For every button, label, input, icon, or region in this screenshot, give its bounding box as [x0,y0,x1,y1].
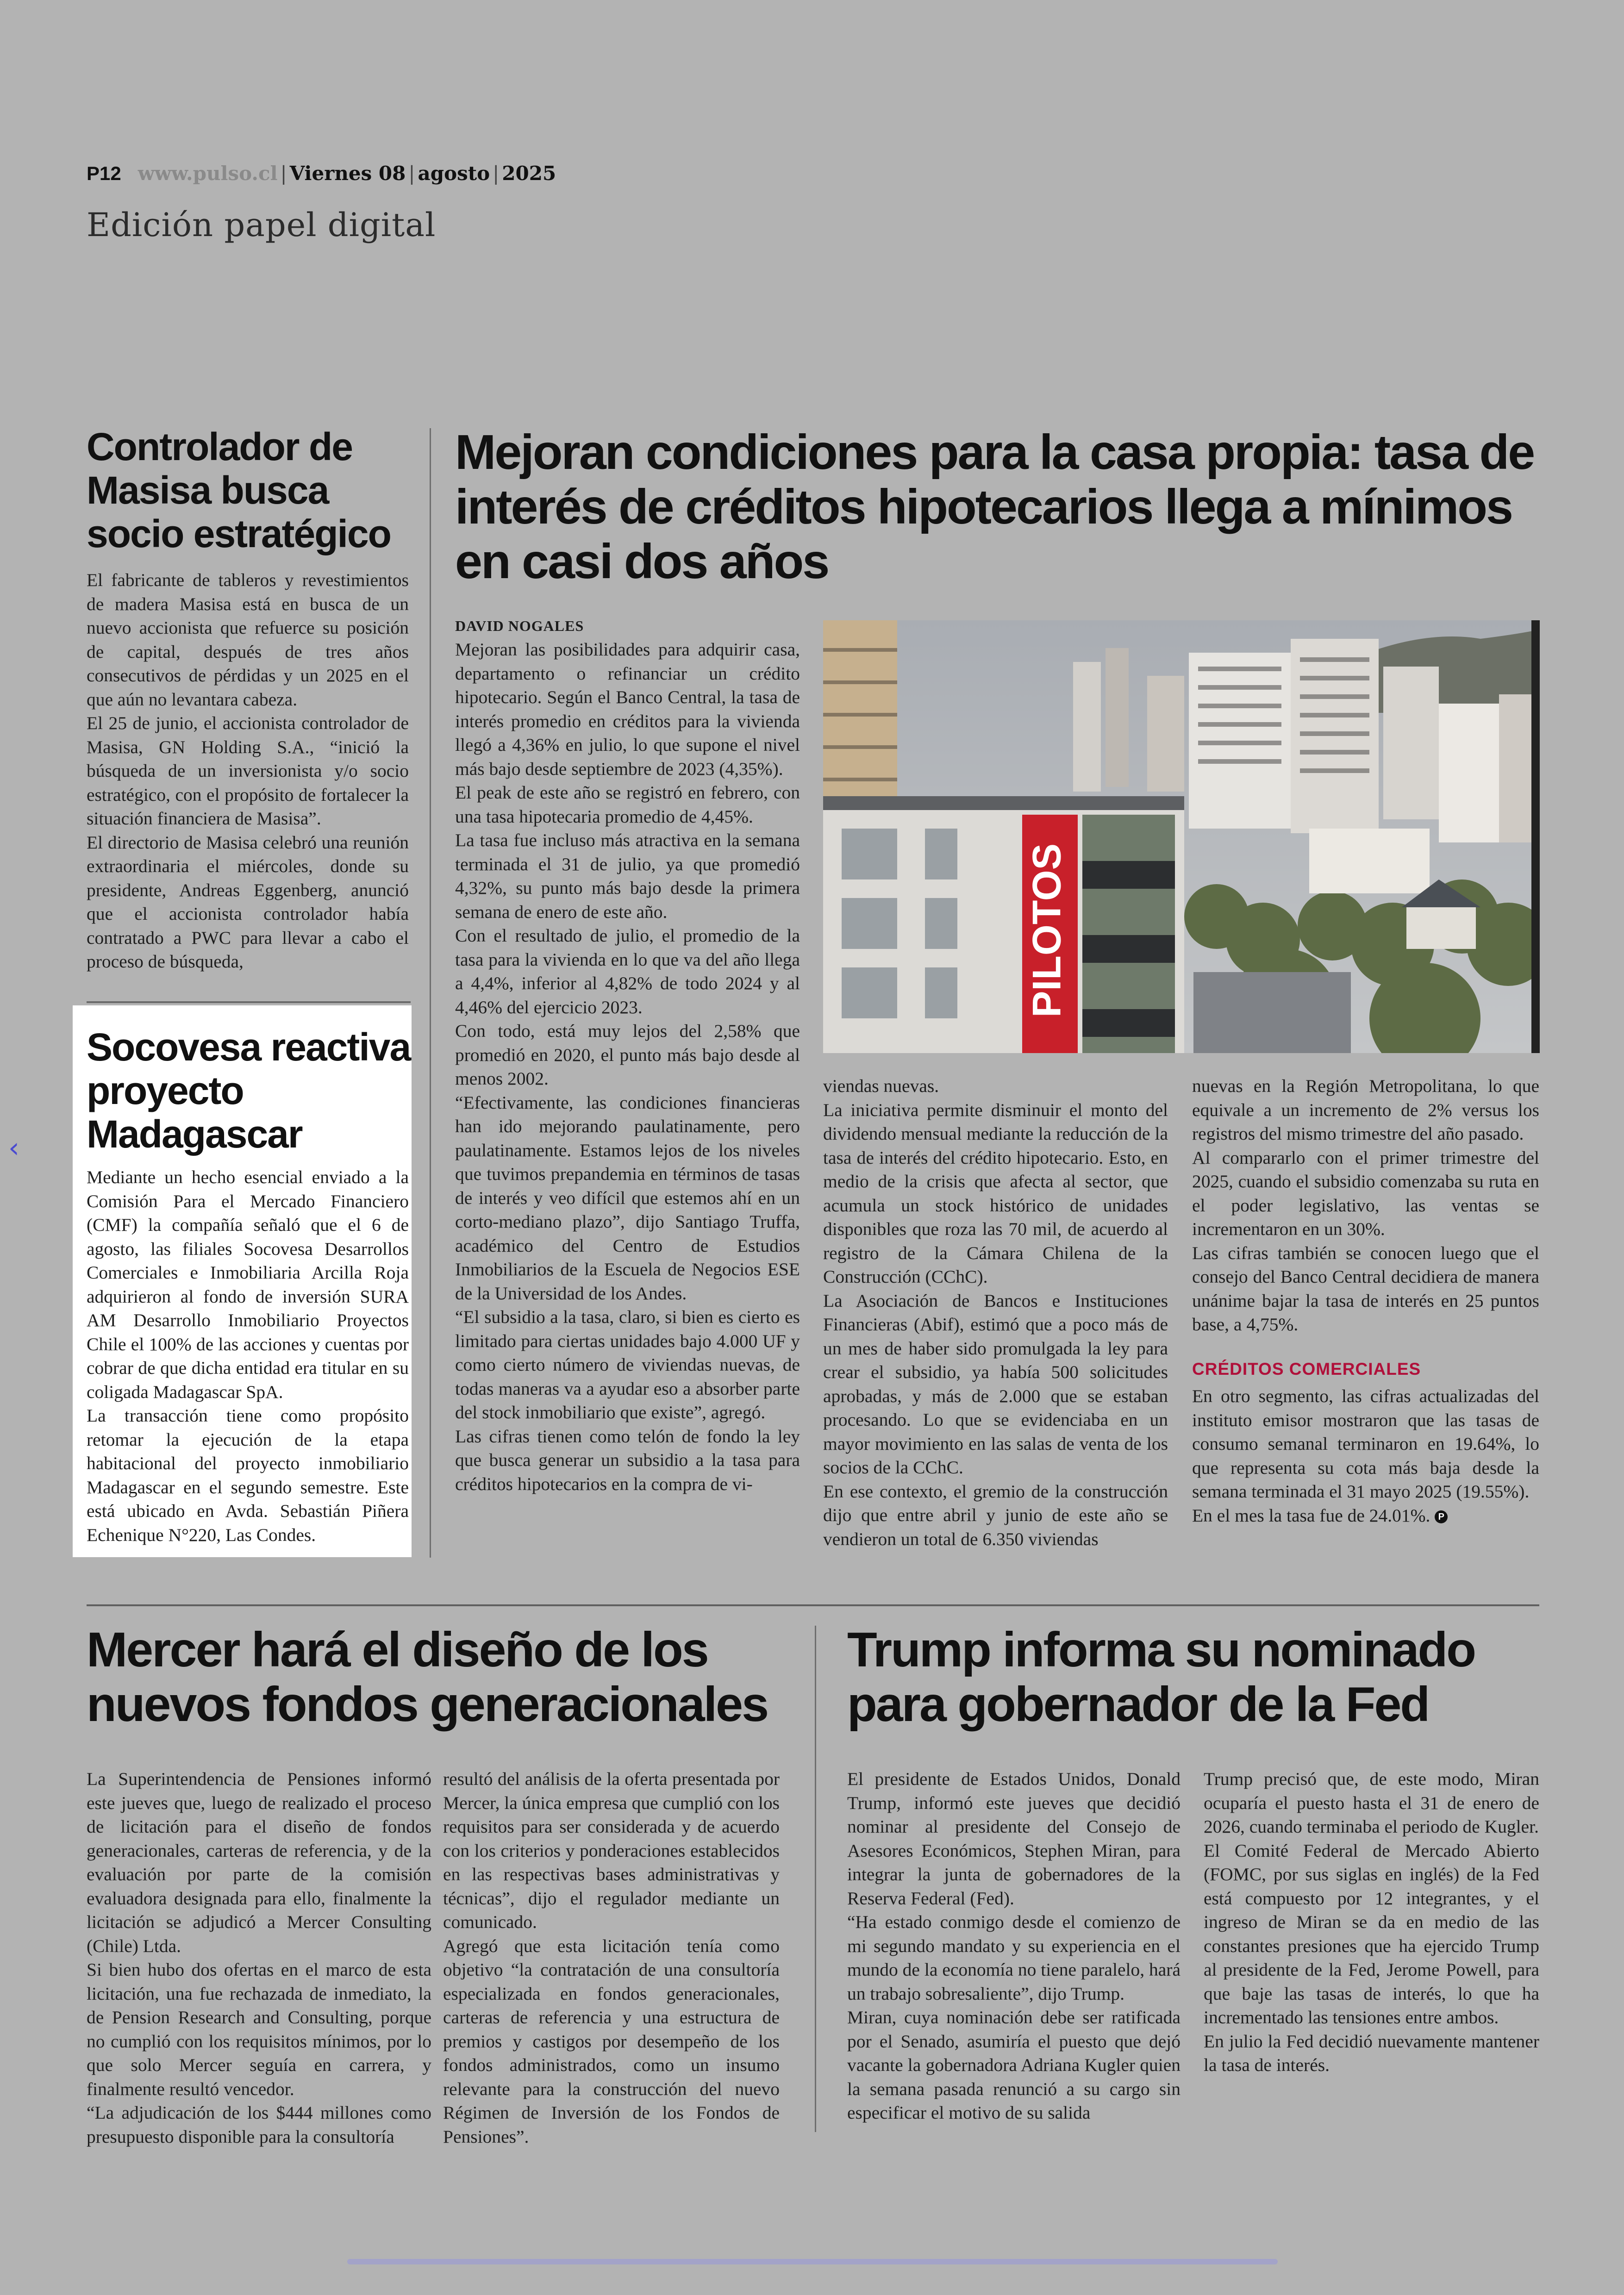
paragraph: El Comité Federal de Mercado Abierto (FOMC, por sus siglas en inglés) de la Fed está compuesto por 12 integrantes, y el ingreso de Miran se da en medio de las constantes presiones que ha ejercido Trump al presidente de la Fed, Jerome Powell, para que baje las tasas de interés, lo que ha incrementado las tensiones entre ambos. [1204,1840,1539,2027]
paragraph: El directorio de Masisa celebró una reunión extraordinaria el miércoles, donde su presidente, Andreas Eggenberg, anunció que el accionista controlador había contratado a PWC para llevar a cabo el proceso de búsqueda, [87,832,409,972]
date-month: agosto [418,162,490,185]
paragraph: “El subsidio a la tasa, claro, si bien es cierto es limitado para ciertas unidades bajo 4.000 UF y como cierto número de viviendas nuevas, de todas maneras va a ayudar eso a absorber parte del stock inmobiliario que existe”, agregó. [455,1307,800,1422]
main-column-3 [1192,1074,1539,1528]
chevron-left-icon[interactable]: ‹ [8,1132,19,1164]
paragraph: El peak de este año se registró en febrero, con una tasa hipotecaria promedio de 4,45%. [455,782,800,827]
masisa-headline: Controlador de Masisa busca socio estratégico [87,425,391,555]
paragraph: La Asociación de Bancos e Instituciones Financieras (Abif), estimó que a poco más de un mes de haber sido promulgada la ley para crear el subsidio, ya había 500 solicitudes aprobadas, y más de 2.000 que se estaban procesando. Lo que se evidenciaba en un mayor movimiento en las salas de venta de los socios de la CChC. [823,1290,1168,1478]
trump-headline: Trump informa su nominado para gobernador de la Fed [847,1622,1475,1732]
page-header: P12 www.pulso.cl | Viernes 08 | agosto | 2025 [87,162,556,185]
paragraph: En otro segmento, las cifras actualizadas del instituto emisor mostraron que las tasas de consumo semanal terminaron en 19.64%, lo que representa su cota más baja desde la semana terminada el 31 mayo 2025 (19.55%). [1192,1386,1539,1502]
paragraph: La Superintendencia de Pensiones informó este jueves que, luego de realizado el proceso de licitación para el diseño de fondos generacionales, carteras de referencia, y de la evaluación por parte de la comisión evaluadora designada para ello, finalmente la licitación se adjudicó a Mercer Consulting (Chile) Ltda. [87,1769,431,1956]
paragraph: Las cifras tienen como telón de fondo la ley que busca generar un subsidio a la tasa para créditos hipotecarios en la compra de vi- [455,1426,800,1494]
article-photo [823,620,1540,1053]
paragraph: La iniciativa permite disminuir el monto del dividendo mensual mediante la reducción de la tasa de interés del crédito hipotecario. Esto, en medio de la crisis que afecta al sector, que acumula un stock histórico de unidades disponibles que roza las 70 mil, de acuerdo al registro de la Cámara Chilena de la Construcción (CChC). [823,1099,1168,1287]
byline: DAVID NOGALES [455,617,584,634]
socovesa-body [87,1166,409,1547]
paragraph: Trump precisó que, de este modo, Miran ocuparía el puesto hasta el 31 de enero de 2026, cuando terminaba el periodo de Kugler. [1204,1769,1539,1837]
paragraph: El presidente de Estados Unidos, Donald Trump, informó este jueves que decidió nominar al presidente del Consejo de Asesores Económicos, Stephen Miran, para integrar la junta de gobernadores de la Reserva Federal (Fed). [847,1769,1181,1908]
paragraph: Agregó que esta licitación tenía como objetivo “la contratación de una consultoría especializada en fondos generacionales, carteras de referencia y una estructura de premios y castigos por desempeño de los fondos administrados, como un insumo relevante para la construcción del nuevo Régimen de Inversión de los Fondos de Pensiones”. [443,1935,780,2147]
paragraph: La transacción tiene como propósito retomar la ejecución de la etapa habitacional del proyecto inmobiliario Madagascar en el segundo semestre. Este está ubicado en Avda. Sebastián Piñera Echenique N°220, Las Condes. [87,1405,409,1545]
paragraph: En el mes la tasa fue de 24.01%. P [1192,1504,1539,1528]
trump-column-2 [1204,1767,1539,2077]
paragraph: En ese contexto, el gremio de la construcción dijo que entre abril y junio de este año se vendieron un total de 6.350 viviendas [823,1481,1168,1549]
paragraph: resultó del análisis de la oferta presentada por Mercer, la única empresa que cumplió con los requisitos para ser considerada y de acuerdo con los criterios y ponderaciones establecidos en las respectivas bases administrativas y técnicas”, dijo el regulador mediante un comunicado. [443,1769,780,1932]
mercer-column-1 [87,1767,431,2149]
main-headline: Mejoran condiciones para la casa propia: tasa de interés de créditos hipotecarios llega a mínimos en casi dos años [455,425,1534,589]
paragraph: En julio la Fed decidió nuevamente mantener la tasa de interés. [1204,2031,1539,2075]
paragraph: Miran, cuya nominación debe ser ratificada por el Senado, asumiría el puesto que dejó vacante la gobernadora Adriana Kugler quien la semana pasada renunció a su cargo sin especificar el motivo de su salida [847,2007,1181,2123]
paragraph: Mejoran las posibilidades para adquirir casa, departamento o refinanciar un crédito hipotecario. Según el Banco Central, la tasa de interés promedio en créditos para la vivienda llegó a 4,36% en julio, lo que supone el nivel más bajo desde septiembre de 2023 (4,35%). [455,639,800,779]
apartment-buildings-photo [823,620,1540,1053]
main-column-2 [823,1074,1168,1551]
paragraph: Las cifras también se conocen luego que el consejo del Banco Central decidiera de manera unánime bajar la tasa de interés en 25 puntos base, a 4,75%. [1192,1242,1539,1335]
section-subhead: CRÉDITOS COMERCIALES [1192,1359,1421,1378]
pilotos-sign-text: PILOTOS [1024,843,1069,1017]
paragraph: El fabricante de tableros y revestimientos de madera Masisa está en busca de un nuevo accionista que refuerce su posición de capital, después de tres años consecutivos de pérdidas y un 2025 en el que aún no levantara cabeza. [87,570,409,710]
trump-column-1 [847,1767,1181,2125]
paragraph: El 25 de junio, el accionista controlador de Masisa, GN Holding S.A., “inició la búsqueda de un inversionista y/o socio estratégico, con el propósito de fortalecer la situación financiera de Masisa”. [87,713,409,829]
paragraph: viendas nuevas. [823,1076,939,1096]
paragraph: Con el resultado de julio, el promedio de la tasa para la vivienda en lo que va del año llega a 4,4%, inferior al 4,82% de todo 2024 y al 4,46% del ejercicio 2023. [455,925,800,1017]
masisa-body [87,568,409,974]
pulso-end-icon: P [1435,1510,1448,1523]
paragraph: “La adjudicación de los $444 millones como presupuesto disponible para la consultoría [87,2102,431,2147]
main-column-1 [455,638,800,1496]
mercer-headline: Mercer hará el diseño de los nuevos fondos generacionales [87,1622,768,1732]
paragraph: “Efectivamente, las condiciones financieras han ido mejorando paulatinamente, pero paulatinamente. Estamos lejos de los niveles que tuvimos prepandemia en términos de tasas de interés y veo difícil que estemos ahí en un corto-mediano plazo”, dijo Santiago Truffa, académico del Centro de Estudios Inmobiliarios de la Escuela de Negocios ESE de la Universidad de los Andes. [455,1092,800,1303]
socovesa-headline: Socovesa reactiva proyecto Madagascar [87,1025,411,1156]
paragraph: “Ha estado conmigo desde el comienzo de mi segundo mandato y su experiencia en el mundo de la economía no tiene paralelo, hará un trabajo sobresaliente”, dijo Trump. [847,1912,1181,2004]
horizontal-scrollbar[interactable] [347,2259,1278,2264]
paragraph: La tasa fue incluso más atractiva en la semana terminada el 31 de julio, ya que promedió 4,32%, su punto más bajo desde la primera semana de enero de este año. [455,830,800,922]
paragraph: Si bien hubo dos ofertas en el marco de esta licitación, una fue rechazada de inmediato, la de Pension Research and Consulting, porque no cumplió con los requisitos mínimos, por lo que solo Mercer seguía en carrera, y finalmente resultó vencedor. [87,1959,431,2099]
column-divider [815,1626,816,2132]
page-number: P12 [87,162,121,184]
edition-label: Edición papel digital [87,206,436,244]
column-divider [430,428,431,1558]
site-url[interactable]: www.pulso.cl [137,162,278,185]
date-day: Viernes 08 [289,162,406,185]
divider [87,1001,411,1003]
paragraph: Mediante un hecho esencial enviado a la Comisión Para el Mercado Financiero (CMF) la compañía señaló que el 6 de agosto, las filiales Socovesa Desarrollos Comerciales e Inmobiliaria Arcilla Roja adquirieron al fondo de inversión SURA AM Desarrollo Inmobiliario Proyectos Chile el 100% de las acciones y cuentas por cobrar de que dicha entidad era titular en su coligada Madagascar SpA. [87,1167,409,1402]
paragraph: nuevas en la Región Metropolitana, lo que equivale a un incremento de 2% versus los registros del mismo trimestre del año pasado. [1192,1076,1539,1144]
paragraph: Al compararlo con el primer trimestre del 2025, cuando el subsidio comenzaba su ruta en el poder legislativo, las ventas se incrementaron en un 30%. [1192,1147,1539,1239]
section-divider [87,1604,1539,1606]
mercer-column-2 [443,1767,780,2149]
paragraph: Con todo, está muy lejos del 2,58% que promedió en 2020, el punto más bajo desde al menos 2002. [455,1021,800,1089]
date-year: 2025 [502,162,556,185]
